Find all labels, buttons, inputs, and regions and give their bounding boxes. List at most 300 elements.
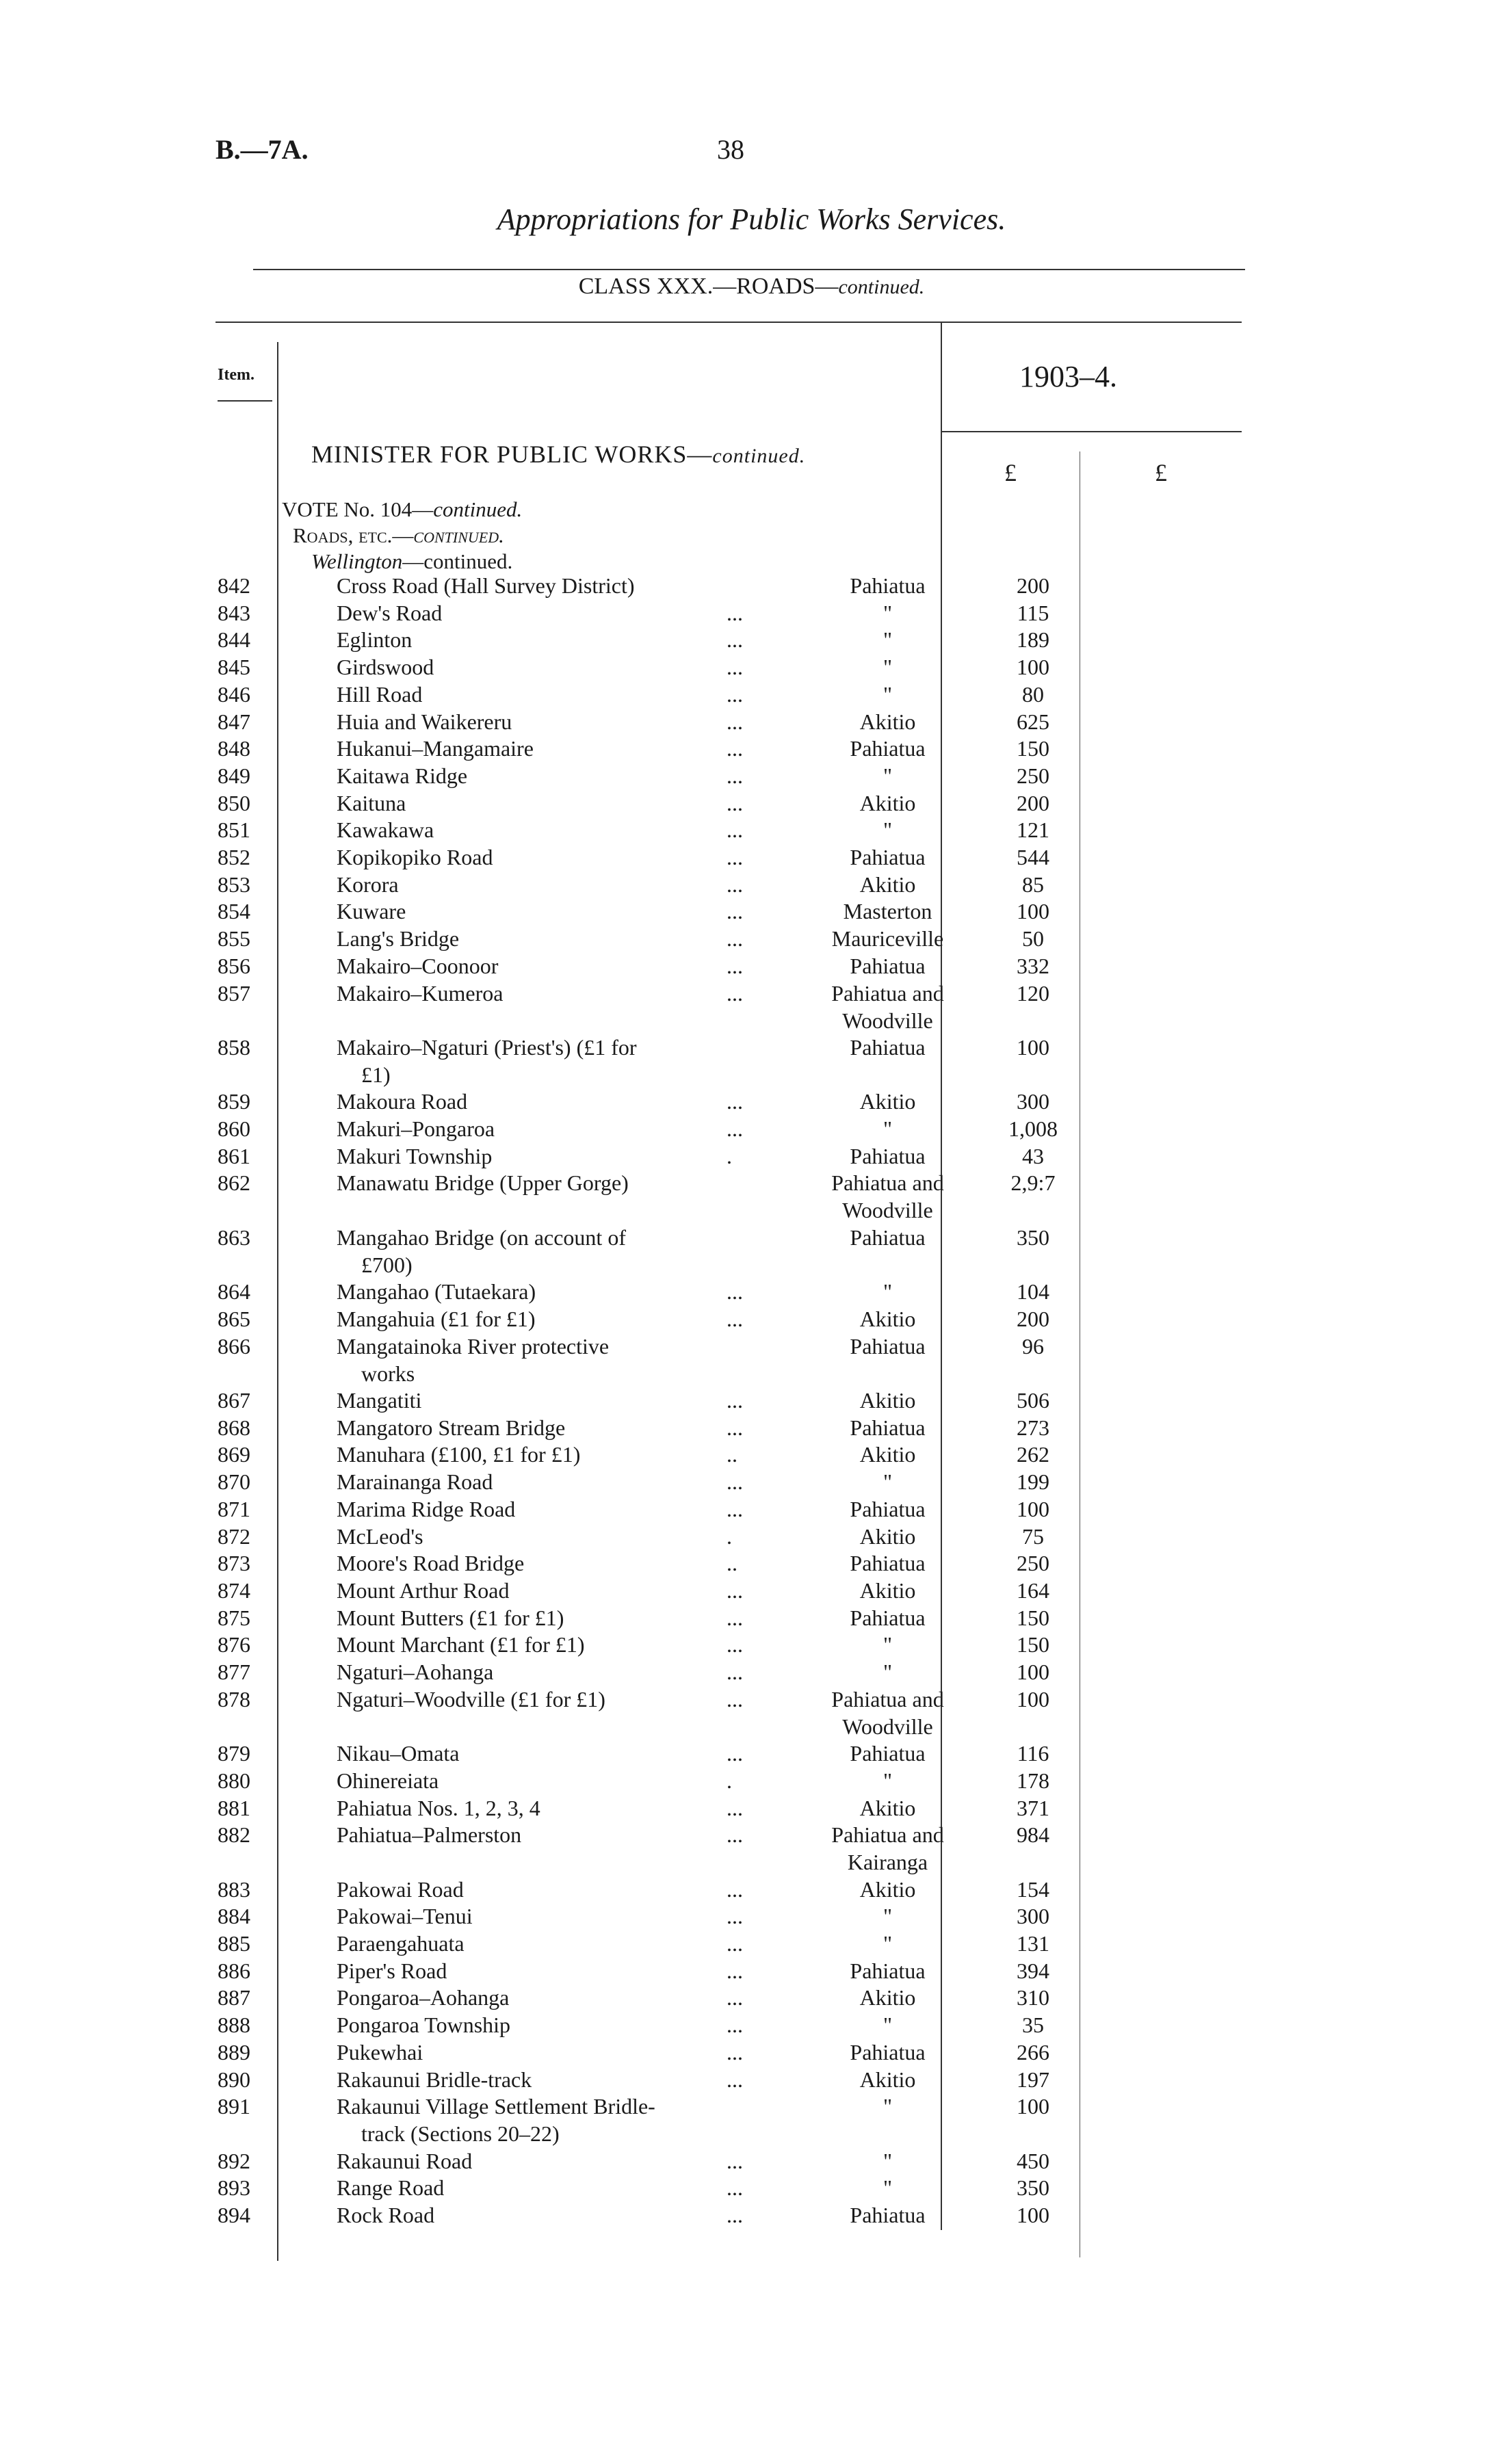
item-amount: 43 [1022, 1143, 1044, 1168]
leader-dots: ... [727, 980, 743, 1006]
table-row [0, 655, 1503, 682]
item-amount: 506 [1017, 1388, 1049, 1413]
leader-dots: ... [727, 1985, 743, 2010]
leader-dots: ... [727, 763, 743, 788]
leader-dots: ... [727, 817, 743, 843]
table-row [0, 1551, 1503, 1578]
item-amount: 544 [1017, 845, 1049, 869]
item-number: 880 [218, 1768, 250, 1793]
item-amount: 178 [1017, 1768, 1049, 1793]
leader-dots: ... [727, 1388, 743, 1413]
table-row [0, 1388, 1503, 1415]
item-location: Akitio [859, 1577, 916, 1603]
leader-dots: ... [727, 1306, 743, 1331]
item-location: Pahiatua [850, 1551, 926, 1576]
item-number: 852 [218, 845, 250, 869]
leader-dots: ... [727, 845, 743, 869]
item-location: Akitio [859, 871, 916, 897]
item-amount: 300 [1017, 1089, 1049, 1114]
item-number: 894 [218, 2203, 250, 2227]
table-row [0, 709, 1503, 737]
item-location: Pahiatua [850, 2039, 926, 2065]
item-location: Mauriceville [831, 926, 944, 952]
table-row [0, 1144, 1503, 1171]
leader-dots: ... [727, 1660, 743, 1684]
rule-under-class [215, 322, 1242, 323]
item-location: Pahiatua [850, 1605, 926, 1630]
item-location: " [883, 763, 893, 788]
district-heading: Wellington—continued. [311, 549, 513, 573]
item-name: Eglinton [337, 627, 413, 653]
table-row [0, 1497, 1503, 1524]
item-amount: 332 [1017, 953, 1049, 978]
item-location: " [883, 1931, 893, 1956]
item-amount: 80 [1022, 681, 1044, 707]
item-number: 879 [218, 1741, 250, 1766]
leader-dots: ... [727, 2013, 743, 2038]
item-location: Pahiatua [850, 1496, 926, 1521]
rule-year-header [941, 431, 1242, 432]
item-name: Manawatu Bridge (Upper Gorge) [337, 1170, 629, 1196]
item-name: Mangahuia (£1 for £1) [337, 1306, 536, 1331]
item-name: Makuri–Pongaroa [337, 1116, 495, 1141]
table-row [0, 1877, 1503, 1904]
item-number: 854 [218, 899, 250, 924]
class-heading: CLASS XXX.—ROADS—continued. [578, 274, 925, 299]
table-row [0, 2013, 1503, 2040]
item-number: 892 [218, 2148, 250, 2173]
item-number: 873 [218, 1551, 250, 1576]
leader-dots: ... [727, 1686, 743, 1712]
item-location: " [883, 1469, 893, 1495]
item-amount: 150 [1017, 1605, 1049, 1630]
item-location: Pahiatua [850, 2203, 926, 2227]
table-row [0, 1442, 1503, 1469]
leader-dots: ... [727, 1279, 743, 1305]
item-amount: 273 [1017, 1415, 1049, 1440]
item-amount: 200 [1017, 573, 1049, 598]
item-name-continuation: £700) [361, 1252, 413, 1277]
item-amount: 100 [1017, 1660, 1049, 1684]
vote-heading: VOTE No. 104—continued. [282, 497, 523, 521]
item-number: 867 [218, 1388, 250, 1413]
leader-dots: ... [727, 1089, 743, 1114]
item-name: Girdswood [337, 655, 434, 680]
item-number: 845 [218, 655, 250, 680]
item-location: " [883, 2094, 893, 2119]
item-name: Cross Road (Hall Survey District) [337, 573, 635, 598]
pound-header-2: £ [1155, 459, 1167, 486]
item-name: Makairo–Coonoor [337, 953, 499, 978]
table-row [0, 1958, 1503, 1986]
item-name: Moore's Road Bridge [337, 1551, 525, 1576]
table-row [0, 2040, 1503, 2067]
item-number: 851 [218, 817, 250, 843]
item-location: " [883, 1116, 893, 1141]
item-location: Pahiatua [850, 1143, 926, 1168]
item-number: 849 [218, 763, 250, 788]
item-amount: 1,008 [1008, 1116, 1058, 1141]
item-location-continuation: Woodville [842, 1714, 933, 1739]
item-amount: 200 [1017, 790, 1049, 815]
item-location: Pahiatua [850, 1415, 926, 1440]
item-name: Ohinereiata [337, 1768, 439, 1793]
item-location: Pahiatua and [831, 980, 944, 1006]
table-row [0, 1632, 1503, 1660]
table-row [0, 2067, 1503, 2095]
leader-dots: ... [727, 1822, 743, 1848]
leader-dots: ... [727, 899, 743, 924]
item-name: Mangahao (Tutaekara) [337, 1279, 536, 1305]
item-amount: 266 [1017, 2039, 1049, 2065]
leader-dots: ... [727, 926, 743, 952]
item-number: 876 [218, 1632, 250, 1657]
item-number: 875 [218, 1605, 250, 1630]
item-name: Piper's Road [337, 1958, 447, 1983]
item-location: Akitio [859, 2067, 916, 2092]
item-location: " [883, 1904, 893, 1929]
item-amount: 199 [1017, 1469, 1049, 1495]
item-number: 850 [218, 790, 250, 815]
item-amount: 310 [1017, 1985, 1049, 2010]
item-name: Mangatiti [337, 1388, 422, 1413]
item-amount: 131 [1017, 1931, 1049, 1956]
leader-dots: ... [727, 1116, 743, 1141]
table-row [0, 899, 1503, 926]
item-number: 883 [218, 1876, 250, 1902]
item-number: 870 [218, 1469, 250, 1495]
item-name: Rakaunui Road [337, 2148, 473, 2173]
item-amount: 50 [1022, 926, 1044, 952]
item-number: 843 [218, 600, 250, 625]
table-row [0, 1279, 1503, 1307]
item-name: Paraengahuata [337, 1931, 465, 1956]
item-amount: 164 [1017, 1577, 1049, 1603]
item-number: 847 [218, 709, 250, 734]
table-row [0, 2175, 1503, 2203]
item-number: 858 [218, 1034, 250, 1060]
item-amount: 984 [1017, 1822, 1049, 1848]
item-amount: 189 [1017, 627, 1049, 653]
page-title: Appropriations for Public Works Services. [497, 202, 1006, 236]
item-location-continuation: Kairanga [847, 1850, 928, 1875]
leader-dots: ... [727, 736, 743, 761]
item-location: Pahiatua [850, 953, 926, 978]
item-amount: 100 [1017, 1034, 1049, 1060]
table-row [0, 1605, 1503, 1633]
item-location: Akitio [859, 709, 916, 734]
leader-dots: ... [727, 1577, 743, 1603]
item-location: Akitio [859, 1306, 916, 1331]
item-number: 889 [218, 2039, 250, 2065]
leader-dots: ... [727, 1904, 743, 1929]
item-name-continuation: £1) [361, 1062, 391, 1087]
item-name: Huia and Waikereru [337, 709, 512, 734]
item-number: 868 [218, 1415, 250, 1440]
item-number: 885 [218, 1931, 250, 1956]
item-name: Hukanui–Mangamaire [337, 736, 534, 761]
item-location-continuation: Woodville [842, 1008, 933, 1033]
item-amount: 115 [1017, 600, 1049, 625]
item-location: Pahiatua and [831, 1170, 944, 1196]
item-name: Mount Marchant (£1 for £1) [337, 1632, 585, 1657]
leader-dots: ... [727, 1931, 743, 1956]
leader-dots: ... [727, 1741, 743, 1766]
leader-dots: ... [727, 2175, 743, 2201]
item-name: Mangatainoka River protective [337, 1333, 610, 1359]
item-name: Pukewhai [337, 2039, 423, 2065]
table-row [0, 1469, 1503, 1497]
item-number: 844 [218, 627, 250, 653]
item-amount: 150 [1017, 1632, 1049, 1657]
item-location: Pahiatua [850, 1224, 926, 1250]
item-number: 869 [218, 1442, 250, 1467]
item-amount: 200 [1017, 1306, 1049, 1331]
item-name: Dew's Road [337, 600, 443, 625]
leader-dots: ... [727, 1958, 743, 1983]
item-location: " [883, 627, 893, 653]
item-name: Pahiatua–Palmerston [337, 1822, 522, 1848]
leader-dots: ... [727, 790, 743, 815]
item-number: 881 [218, 1795, 250, 1820]
year-column-header: 1903–4. [1019, 360, 1117, 393]
item-location: Akitio [859, 1795, 916, 1820]
item-number: 874 [218, 1577, 250, 1603]
table-row [0, 980, 1503, 1033]
table-row [0, 1686, 1503, 1739]
item-name: Kawakawa [337, 817, 434, 843]
item-name: Mangatoro Stream Bridge [337, 1415, 566, 1440]
item-location: " [883, 2148, 893, 2173]
table-row [0, 1415, 1503, 1443]
leader-dots: .. [727, 1551, 737, 1576]
item-location: Pahiatua [850, 1958, 926, 1983]
item-number: 886 [218, 1958, 250, 1983]
item-location: " [883, 2013, 893, 2038]
table-row [0, 1931, 1503, 1958]
leader-dots: ... [727, 2203, 743, 2227]
leader-dots: ... [727, 627, 743, 653]
item-amount: 120 [1017, 980, 1049, 1006]
item-name: McLeod's [337, 1523, 423, 1549]
item-name: Lang's Bridge [337, 926, 460, 952]
item-name: Manuhara (£100, £1 for £1) [337, 1442, 581, 1467]
item-name: Korora [337, 871, 399, 897]
item-number: 859 [218, 1089, 250, 1114]
item-number: 861 [218, 1143, 250, 1168]
item-name: Ngaturi–Woodville (£1 for £1) [337, 1686, 605, 1712]
item-location: Akitio [859, 1442, 916, 1467]
item-name: Rock Road [337, 2203, 435, 2227]
item-amount: 250 [1017, 763, 1049, 788]
item-amount: 2,9:7 [1010, 1170, 1056, 1196]
table-row [0, 1660, 1503, 1687]
item-number: 893 [218, 2175, 250, 2201]
item-number: 864 [218, 1279, 250, 1305]
item-name: Kopikopiko Road [337, 845, 493, 869]
item-location: " [883, 1279, 893, 1305]
table-row [0, 1307, 1503, 1334]
item-name: Pakowai Road [337, 1876, 464, 1902]
rule-item-header [218, 400, 272, 402]
item-number: 853 [218, 871, 250, 897]
item-number: 848 [218, 736, 250, 761]
table-row [0, 763, 1503, 791]
item-number: 890 [218, 2067, 250, 2092]
leader-dots: ... [727, 2039, 743, 2065]
item-amount: 75 [1022, 1523, 1044, 1549]
table-row [0, 1741, 1503, 1768]
item-number: 862 [218, 1170, 250, 1196]
item-number: 888 [218, 2013, 250, 2038]
table-row [0, 601, 1503, 628]
table-row [0, 1224, 1503, 1277]
item-amount: 450 [1017, 2148, 1049, 2173]
item-location: Akitio [859, 1089, 916, 1114]
item-location: Akitio [859, 790, 916, 815]
leader-dots: ... [727, 681, 743, 707]
table-row [0, 1333, 1503, 1386]
item-location: Akitio [859, 1985, 916, 2010]
table-row [0, 1985, 1503, 2013]
table-row [0, 872, 1503, 900]
item-location: " [883, 600, 893, 625]
item-amount: 85 [1022, 871, 1044, 897]
rule-top [253, 269, 1245, 270]
item-number: 842 [218, 573, 250, 598]
item-number: 857 [218, 980, 250, 1006]
table-row [0, 1796, 1503, 1823]
item-amount: 35 [1022, 2013, 1044, 2038]
item-name: Makoura Road [337, 1089, 468, 1114]
roads-heading: Roads, etc.—continued. [293, 523, 504, 547]
item-name: Rakaunui Bridle-track [337, 2067, 532, 2092]
table-row [0, 573, 1503, 601]
item-number: 865 [218, 1306, 250, 1331]
table-row [0, 1170, 1503, 1223]
item-name: Range Road [337, 2175, 445, 2201]
table-row [0, 2094, 1503, 2147]
table-row [0, 2203, 1503, 2230]
table-row [0, 845, 1503, 872]
item-number: 878 [218, 1686, 250, 1712]
item-location: Pahiatua [850, 1333, 926, 1359]
leader-dots: ... [727, 1605, 743, 1630]
leader-dots: . [727, 1523, 732, 1549]
item-number: 877 [218, 1660, 250, 1684]
item-location: " [883, 681, 893, 707]
item-amount: 100 [1017, 655, 1049, 680]
item-location: " [883, 1768, 893, 1793]
leader-dots: ... [727, 953, 743, 978]
leader-dots: ... [727, 600, 743, 625]
table-row [0, 1524, 1503, 1551]
table-row [0, 1116, 1503, 1144]
item-number: 855 [218, 926, 250, 952]
item-name: Kuware [337, 899, 406, 924]
table-row [0, 1034, 1503, 1087]
table-row [0, 2149, 1503, 2176]
item-number: 856 [218, 953, 250, 978]
item-name: Marainanga Road [337, 1469, 493, 1495]
item-amount: 96 [1022, 1333, 1044, 1359]
item-number: 863 [218, 1224, 250, 1250]
item-name-continuation: works [361, 1361, 415, 1386]
item-name: Ngaturi–Aohanga [337, 1660, 494, 1684]
leader-dots: ... [727, 1469, 743, 1495]
item-location: " [883, 1660, 893, 1684]
item-amount: 100 [1017, 1496, 1049, 1521]
item-location: Pahiatua and [831, 1686, 944, 1712]
item-amount: 625 [1017, 709, 1049, 734]
item-location: " [883, 655, 893, 680]
table-row [0, 736, 1503, 763]
item-name: Rakaunui Village Settlement Bridle- [337, 2094, 655, 2119]
item-name: Marima Ridge Road [337, 1496, 516, 1521]
item-amount: 100 [1017, 2094, 1049, 2119]
item-amount: 262 [1017, 1442, 1049, 1467]
document-reference: B.—7A. [215, 134, 309, 165]
item-name: Kaitawa Ridge [337, 763, 468, 788]
item-location: Pahiatua and [831, 1822, 944, 1848]
item-amount: 350 [1017, 2175, 1049, 2201]
table-row [0, 1904, 1503, 1931]
leader-dots: ... [727, 1632, 743, 1657]
item-amount: 104 [1017, 1279, 1049, 1305]
leader-dots: ... [727, 2148, 743, 2173]
item-number: 887 [218, 1985, 250, 2010]
table-row [0, 1768, 1503, 1796]
item-amount: 100 [1017, 1686, 1049, 1712]
table-row [0, 1578, 1503, 1605]
item-amount: 121 [1017, 817, 1049, 843]
item-number: 882 [218, 1822, 250, 1848]
item-number: 884 [218, 1904, 250, 1929]
item-name: Nikau–Omata [337, 1741, 460, 1766]
item-number: 891 [218, 2094, 250, 2119]
item-amount: 300 [1017, 1904, 1049, 1929]
leader-dots: ... [727, 2067, 743, 2092]
item-amount: 100 [1017, 899, 1049, 924]
table-row [0, 1822, 1503, 1875]
item-location: " [883, 817, 893, 843]
item-name-continuation: track (Sections 20–22) [361, 2121, 560, 2147]
item-number: 860 [218, 1116, 250, 1141]
leader-dots: .. [727, 1442, 737, 1467]
item-location: " [883, 1632, 893, 1657]
item-location: Pahiatua [850, 736, 926, 761]
table-row [0, 817, 1503, 845]
item-number: 866 [218, 1333, 250, 1359]
page-number: 38 [717, 134, 744, 165]
item-name: Mount Butters (£1 for £1) [337, 1605, 564, 1630]
table-row [0, 682, 1503, 709]
table-row [0, 791, 1503, 818]
item-name: Pahiatua Nos. 1, 2, 3, 4 [337, 1795, 540, 1820]
item-amount: 100 [1017, 2203, 1049, 2227]
item-location: Pahiatua [850, 1034, 926, 1060]
item-location: Masterton [843, 899, 932, 924]
item-name: Hill Road [337, 681, 423, 707]
item-location: Pahiatua [850, 1741, 926, 1766]
item-location: Pahiatua [850, 845, 926, 869]
item-amount: 150 [1017, 736, 1049, 761]
leader-dots: ... [727, 709, 743, 734]
item-name: Pongaroa–Aohanga [337, 1985, 510, 2010]
item-column-header: Item. [218, 366, 254, 384]
leader-dots: . [727, 1143, 732, 1168]
minister-heading: MINISTER FOR PUBLIC WORKS—continued. [311, 441, 806, 468]
